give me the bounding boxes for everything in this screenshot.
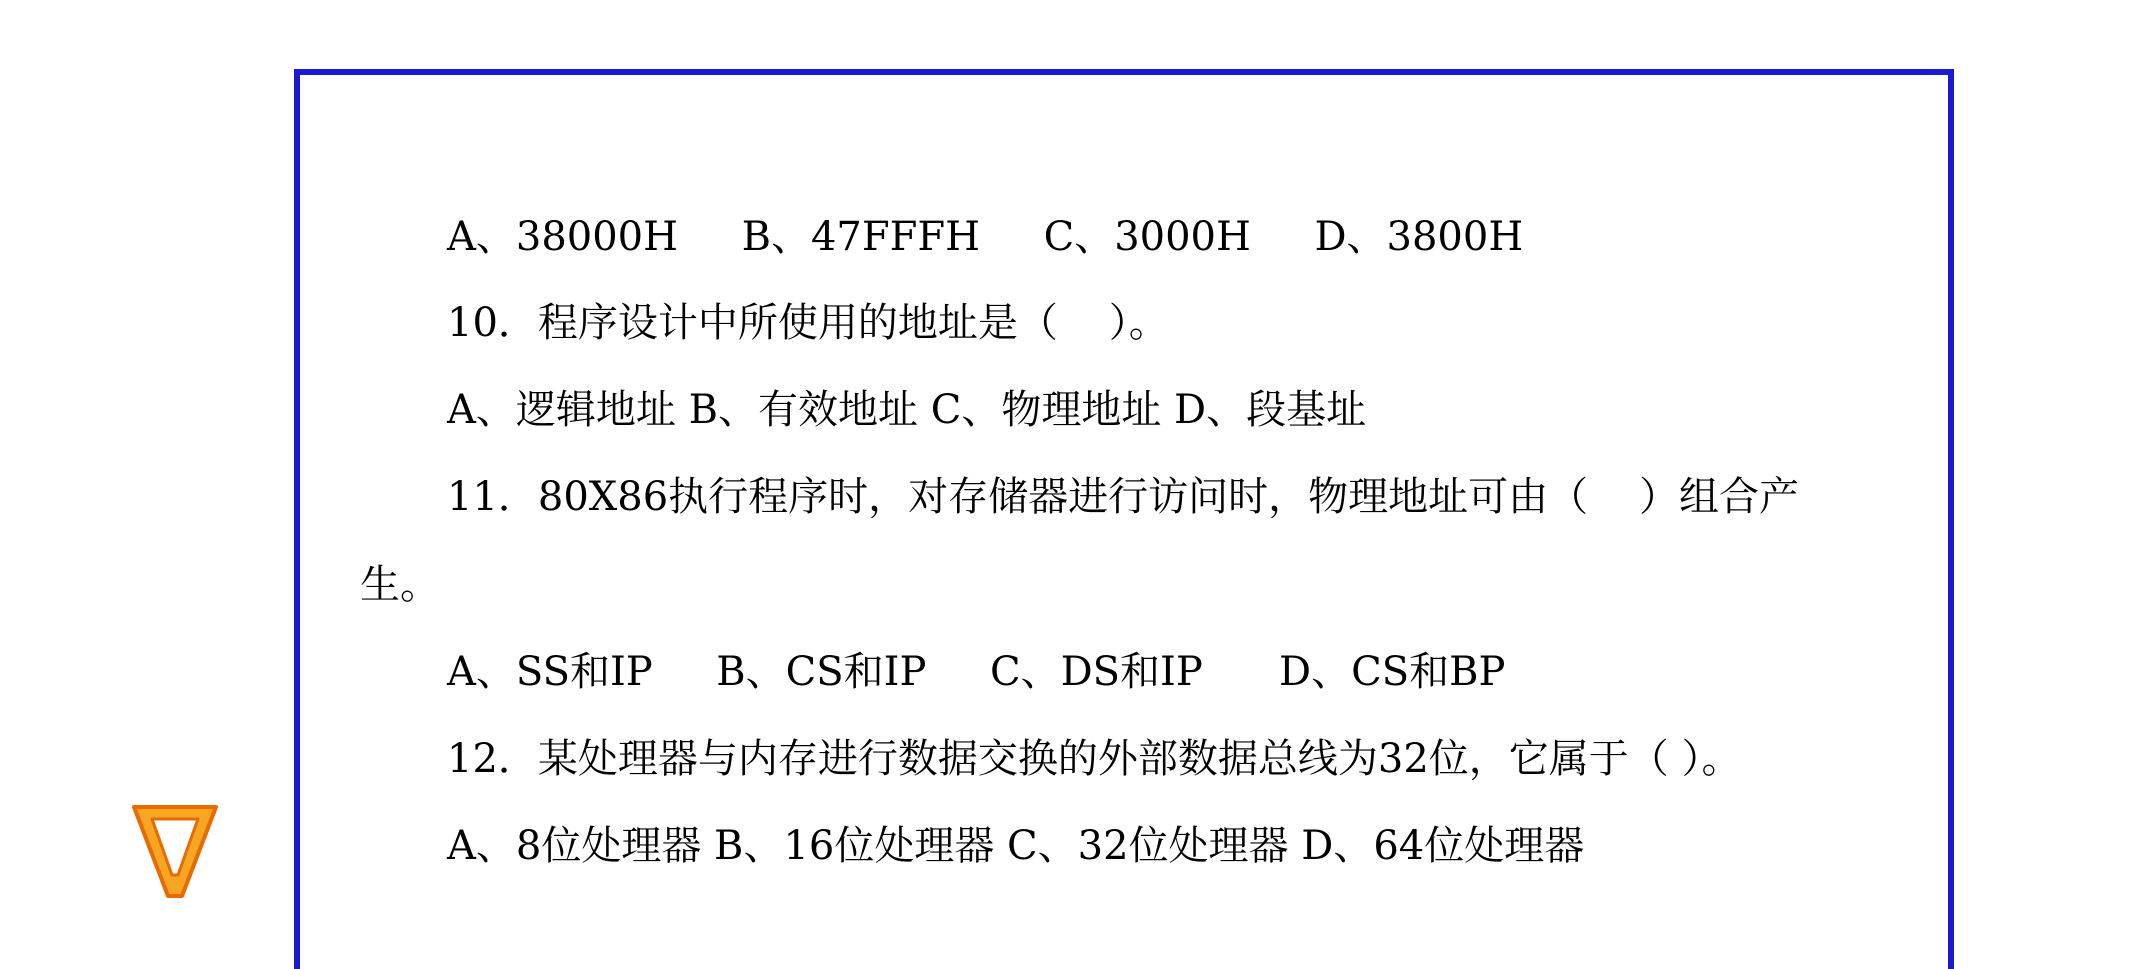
question-12: 12．某处理器与内存进行数据交换的外部数据总线为32位，它属于（ ）。: [447, 736, 1742, 782]
next-slide-arrow-icon[interactable]: [130, 803, 220, 900]
question-11-continuation: 生。: [360, 562, 440, 608]
question-11: 11．80X86执行程序时，对存储器进行访问时，物理地址可由（ ）组合产: [447, 474, 1800, 520]
answer-options-q10: A、逻辑地址 B、有效地址 C、物理地址 D、段基址: [447, 387, 1367, 433]
answer-options-q11: A、SS和IP B、CS和IP C、DS和IP D、CS和BP: [447, 649, 1506, 695]
answer-options-q12: A、8位处理器 B、16位处理器 C、32位处理器 D、64位处理器: [447, 823, 1585, 869]
question-10: 10．程序设计中所使用的地址是（ ）。: [447, 300, 1169, 346]
answer-options-q9: A、38000H B、47FFFH C、3000H D、3800H: [447, 214, 1524, 260]
